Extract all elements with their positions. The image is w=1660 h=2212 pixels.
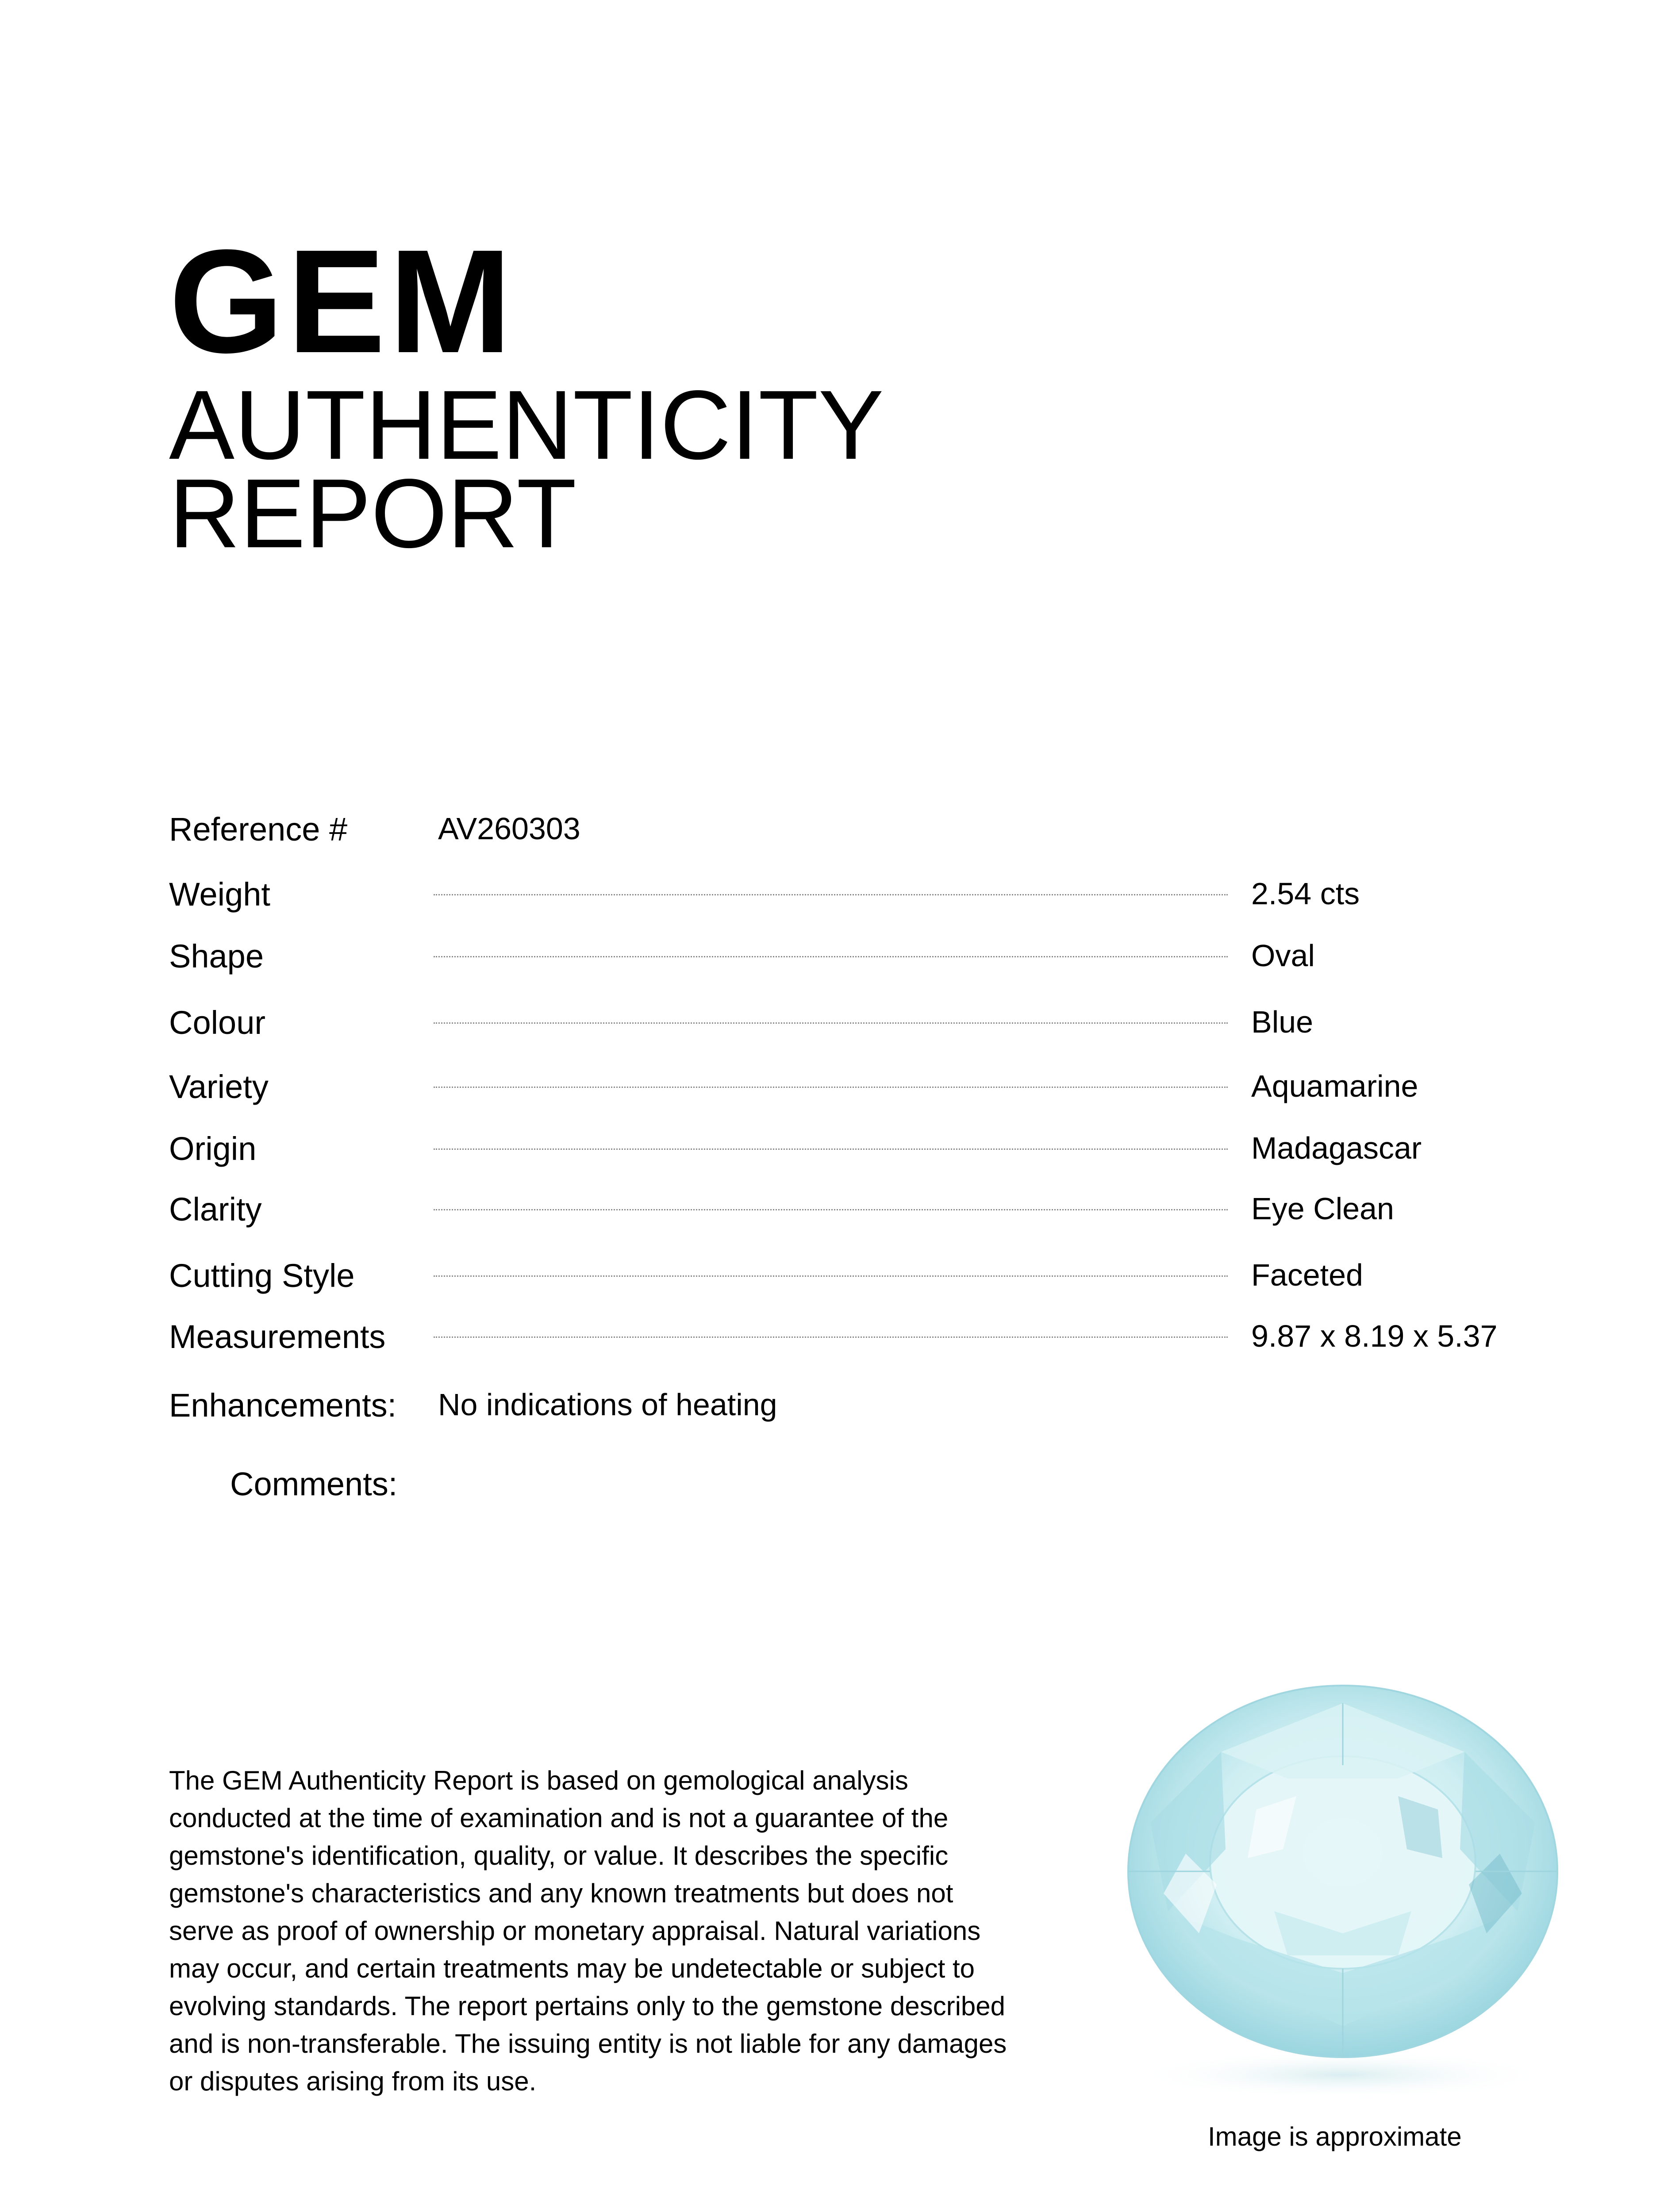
enhancements-label: Enhancements: [169, 1387, 397, 1424]
dotted-leader [434, 1087, 1228, 1088]
detail-value-origin: Madagascar [1251, 1131, 1422, 1165]
aquamarine-gem-icon [1088, 1663, 1597, 2106]
logo-title: GEM [169, 219, 515, 384]
dotted-leader [434, 894, 1228, 895]
detail-label-colour: Colour [169, 1004, 265, 1041]
enhancements-value: No indications of heating [438, 1387, 777, 1422]
detail-value-cutting-style: Faceted [1251, 1258, 1363, 1292]
detail-label-cutting-style: Cutting Style [169, 1257, 355, 1294]
disclaimer-text: The GEM Authenticity Report is based on gemological analysis conducted at the time of examination and is not a guarantee of the gemstone's identification, quality, or value. It describes the specific gemstone's characteristics and any known treatments but does not serve as proof of ownership or monetary appraisal. Natural variations may occur, and certain treatments may be undetectable or subject to evolving standards. The report pertains only to the gemstone described and is non-transferable. The issuing entity is not liable for any damages or disputes arising from its use. [169, 1766, 1007, 2096]
reference-value: AV260303 [438, 811, 580, 846]
detail-label-measurements: Measurements [169, 1318, 386, 1355]
comments-label: Comments: [230, 1466, 398, 1502]
detail-label-origin: Origin [169, 1130, 257, 1167]
dotted-leader [434, 1209, 1228, 1210]
detail-value-colour: Blue [1251, 1005, 1314, 1039]
detail-value-weight: 2.54 cts [1251, 876, 1360, 911]
detail-value-variety: Aquamarine [1251, 1069, 1418, 1103]
dotted-leader [434, 1148, 1228, 1150]
detail-value-clarity: Eye Clean [1251, 1191, 1394, 1226]
dotted-leader [434, 956, 1228, 957]
detail-label-weight: Weight [169, 876, 270, 913]
dotted-leader [434, 1336, 1228, 1338]
image-caption: Image is approximate [1208, 2122, 1462, 2151]
reference-label: Reference # [169, 811, 348, 848]
dotted-leader [434, 1022, 1228, 1024]
detail-value-shape: Oval [1251, 938, 1315, 973]
report-title-line1: AUTHENTICITY [169, 370, 884, 480]
detail-label-clarity: Clarity [169, 1191, 262, 1228]
detail-label-variety: Variety [169, 1068, 269, 1105]
dotted-leader [434, 1275, 1228, 1277]
detail-label-shape: Shape [169, 938, 264, 975]
report-title-line2: REPORT [169, 459, 577, 568]
detail-value-measurements: 9.87 x 8.19 x 5.37 [1251, 1319, 1498, 1353]
